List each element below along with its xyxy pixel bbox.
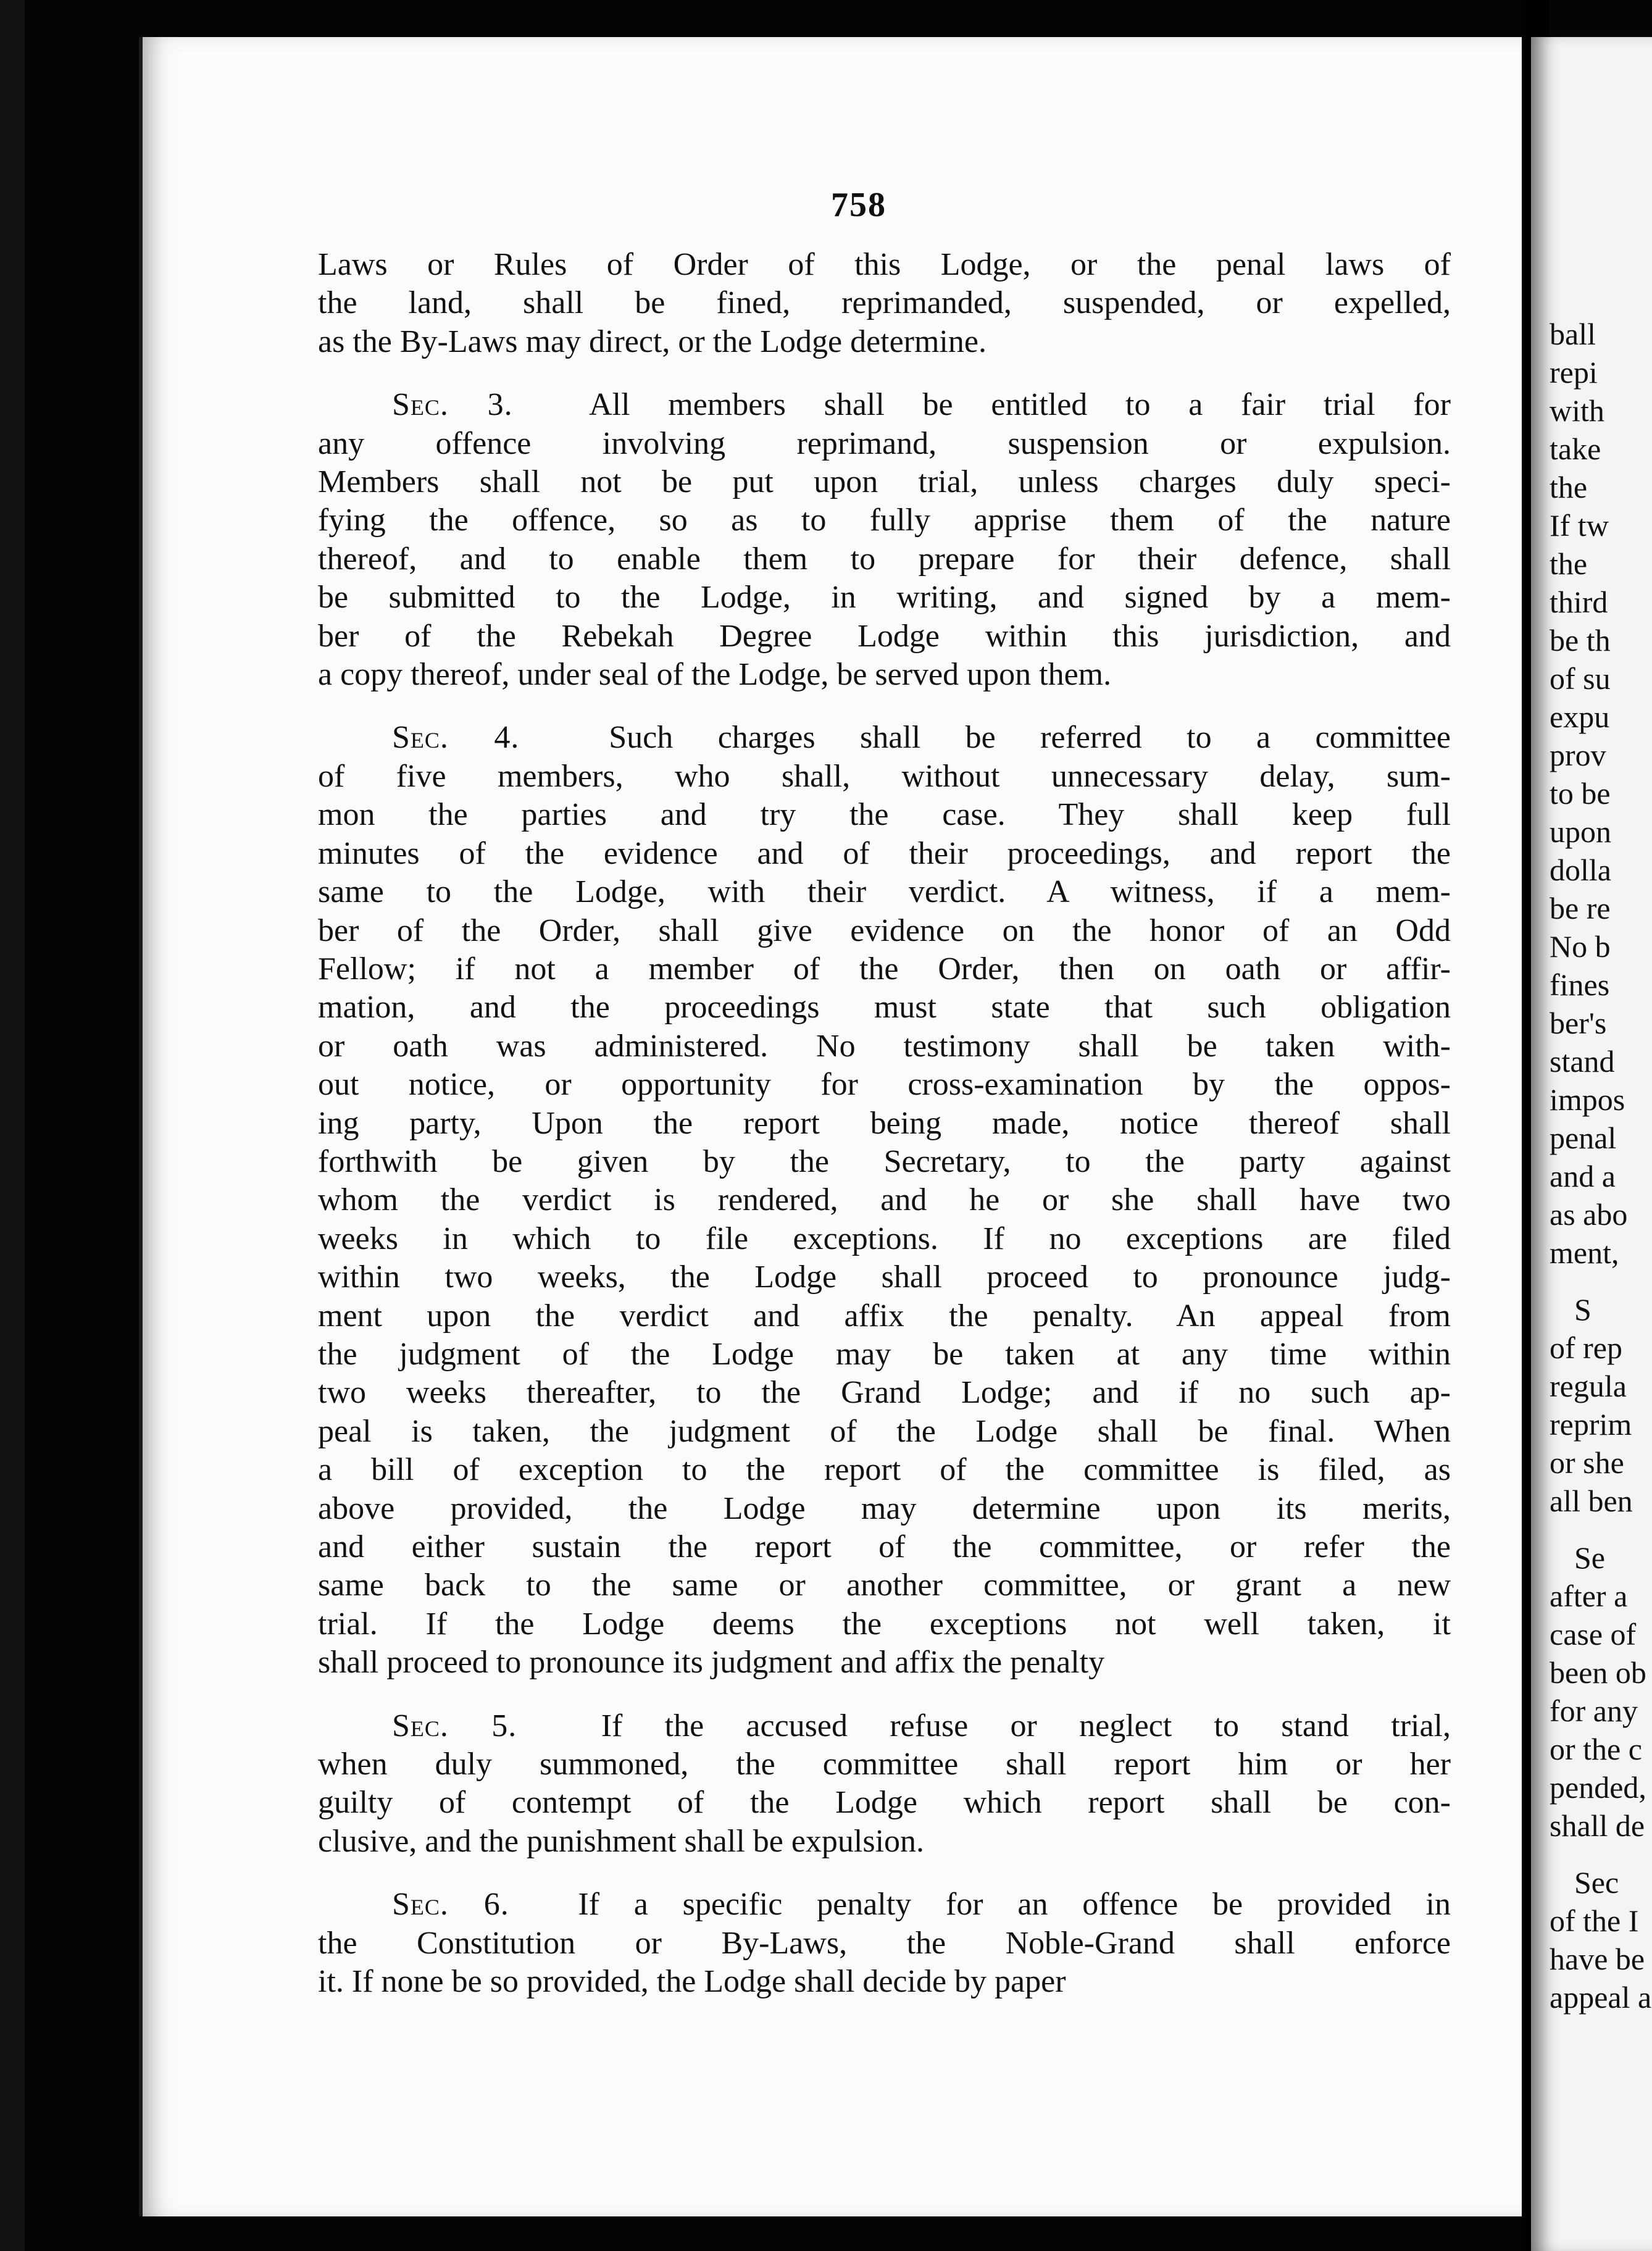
- facing-page-line: or the c: [1550, 1732, 1642, 1766]
- text-line: same to the Lodge, with their verdict. A witness, if a mem-: [318, 874, 1451, 910]
- section-label: Sec. 6.: [392, 1887, 509, 1923]
- text-line: ber of the Rebekah Degree Lodge within this jurisdiction, and: [318, 618, 1451, 654]
- facing-page-line: upon: [1550, 814, 1611, 849]
- scan-border-left: [0, 0, 25, 2251]
- facing-page-line: third: [1550, 585, 1608, 619]
- section-label: Sec. 4.: [392, 720, 520, 756]
- text-line: Fellow; if not a member of the Order, then on oath or affir-: [318, 951, 1451, 987]
- facing-page-line: the: [1550, 470, 1588, 504]
- section-label: Sec. 5.: [392, 1708, 517, 1744]
- facing-page-line: pended,: [1550, 1770, 1646, 1805]
- facing-page-line: after a: [1550, 1579, 1628, 1613]
- text-line: the Constitution or By-Laws, the Noble-Grand shall enforce: [318, 1925, 1451, 1961]
- facing-page-line: ball: [1550, 317, 1596, 351]
- facing-page-line: take: [1550, 432, 1601, 466]
- text-line: forthwith be given by the Secretary, to the party against: [318, 1143, 1451, 1179]
- text-line: or oath was administered. No testimony shall be taken with-: [318, 1028, 1451, 1064]
- text-line: same back to the same or another committee, or grant a new: [318, 1568, 1451, 1603]
- text-line: and either sustain the report of the committee, or refer the: [318, 1529, 1451, 1564]
- text-line: as the By-Laws may direct, or the Lodge determine.: [318, 324, 987, 359]
- text-line: ment upon the verdict and affix the penalty. An appeal from: [318, 1298, 1451, 1334]
- text-line: [318, 386, 1451, 424]
- facing-page-line: Se: [1574, 1540, 1605, 1575]
- text-line: [318, 719, 1451, 757]
- paragraph: [318, 1886, 1451, 2001]
- text-line: Laws or Rules of Order of this Lodge, or the penal laws of: [318, 247, 1451, 282]
- text-line: guilty of contempt of the Lodge which report shall be con-: [318, 1785, 1451, 1821]
- text-line: when duly summoned, the committee shall report him or her: [318, 1747, 1451, 1782]
- line-text: All members shall be entitled to a fair trial for: [512, 387, 1451, 423]
- facing-page-line: dolla: [1550, 853, 1611, 887]
- facing-page-line: be th: [1550, 623, 1611, 658]
- facing-page-line: ber's: [1550, 1006, 1607, 1040]
- facing-page-line: regula: [1550, 1369, 1627, 1403]
- facing-page-line: shall de: [1550, 1808, 1645, 1843]
- text-line: weeks in which to file exceptions. If no exceptions are filed: [318, 1221, 1451, 1256]
- facing-page-line: or she: [1550, 1445, 1624, 1480]
- facing-page-line: for any: [1550, 1693, 1638, 1728]
- facing-page-line: case of: [1550, 1617, 1637, 1652]
- paragraph: [318, 719, 1451, 1682]
- text-line: minutes of the evidence and of their proceedings, and report the: [318, 835, 1451, 871]
- facing-page-line: been ob: [1550, 1655, 1646, 1690]
- facing-page-line: fines: [1550, 967, 1610, 1002]
- text-line: be submitted to the Lodge, in writing, and signed by a mem-: [318, 580, 1451, 616]
- facing-page-line: penal: [1550, 1121, 1617, 1155]
- facing-page-line: be re: [1550, 891, 1611, 925]
- text-line: [318, 1707, 1451, 1745]
- facing-page-line: If tw: [1550, 508, 1609, 543]
- text-line: thereof, and to enable them to prepare for their defence, shall: [318, 541, 1451, 577]
- text-line: clusive, and the punishment shall be expulsion.: [318, 1823, 925, 1859]
- facing-page-line: No b: [1550, 929, 1611, 964]
- text-line: a bill of exception to the report of the committee is filed, as: [318, 1452, 1451, 1488]
- body-text: [318, 246, 1451, 2026]
- text-line: peal is taken, the judgment of the Lodge shall be final. When: [318, 1413, 1451, 1449]
- text-line: the judgment of the Lodge may be taken at any time within: [318, 1336, 1451, 1372]
- facing-page-line: Sec: [1574, 1865, 1619, 1900]
- facing-page-line: all ben: [1550, 1484, 1633, 1518]
- paragraph: [318, 386, 1451, 694]
- facing-page-line: of su: [1550, 661, 1611, 696]
- facing-page-line: have be: [1550, 1942, 1645, 1976]
- facing-page-line: appeal a: [1550, 1980, 1652, 2015]
- text-line: Members shall not be put upon trial, unless charges duly speci-: [318, 464, 1451, 500]
- text-line: out notice, or opportunity for cross-examination by the oppos-: [318, 1067, 1451, 1103]
- text-line: fying the offence, so as to fully apprise them of the nature: [318, 503, 1451, 538]
- line-text: Such charges shall be referred to a committee: [519, 720, 1451, 756]
- section-label: Sec. 3.: [392, 387, 513, 423]
- line-text: If the accused refuse or neglect to stand trial,: [517, 1708, 1451, 1744]
- text-line: a copy thereof, under seal of the Lodge, be served upon them.: [318, 657, 1112, 693]
- text-line: ber of the Order, shall give evidence on the honor of an Odd: [318, 913, 1451, 948]
- facing-page: [1531, 37, 1652, 2251]
- text-line: the land, shall be fined, reprimanded, suspended, or expelled,: [318, 285, 1451, 321]
- facing-page-line: impos: [1550, 1082, 1625, 1117]
- text-line: any offence involving reprimand, suspension or expulsion.: [318, 425, 1451, 461]
- facing-page-line: ment,: [1550, 1235, 1619, 1270]
- facing-page-line: stand: [1550, 1044, 1615, 1079]
- facing-page-line: of rep: [1550, 1330, 1622, 1365]
- facing-page-line: prov: [1550, 738, 1606, 772]
- facing-page-line: repi: [1550, 355, 1598, 390]
- facing-page-line: reprim: [1550, 1407, 1632, 1442]
- paragraph: [318, 1707, 1451, 1861]
- facing-page-line: the: [1550, 546, 1588, 581]
- text-line: within two weeks, the Lodge shall proceed to pronounce judg-: [318, 1259, 1451, 1295]
- text-line: ing party, Upon the report being made, notice thereof shall: [318, 1105, 1451, 1141]
- facing-page-line: expu: [1550, 700, 1610, 734]
- facing-page-line: and a: [1550, 1159, 1616, 1193]
- text-line: whom the verdict is rendered, and he or she shall have two: [318, 1182, 1451, 1218]
- paragraph: [318, 246, 1451, 361]
- text-line: shall proceed to pronounce its judgment and affix the penalty: [318, 1645, 1105, 1681]
- text-line: it. If none be so provided, the Lodge shall decide by paper: [318, 1964, 1066, 2000]
- text-line: of five members, who shall, without unnecessary delay, sum-: [318, 758, 1451, 794]
- text-line: trial. If the Lodge deems the exceptions not well taken, it: [318, 1606, 1451, 1642]
- facing-page-line: as abo: [1550, 1197, 1628, 1232]
- text-line: [318, 1886, 1451, 1924]
- facing-page-line: S: [1574, 1292, 1592, 1327]
- facing-page-line: to be: [1550, 776, 1611, 811]
- text-line: mon the parties and try the case. They shall keep full: [318, 797, 1451, 833]
- text-line: mation, and the proceedings must state that such obligation: [318, 990, 1451, 1025]
- text-line: two weeks thereafter, to the Grand Lodge; and if no such ap-: [318, 1375, 1451, 1411]
- line-text: If a specific penalty for an offence be provided in: [509, 1887, 1451, 1923]
- facing-page-line: with: [1550, 393, 1604, 428]
- facing-page-line: of the I: [1550, 1903, 1639, 1938]
- text-line: above provided, the Lodge may determine upon its merits,: [318, 1490, 1451, 1526]
- page-number: 758: [831, 186, 886, 224]
